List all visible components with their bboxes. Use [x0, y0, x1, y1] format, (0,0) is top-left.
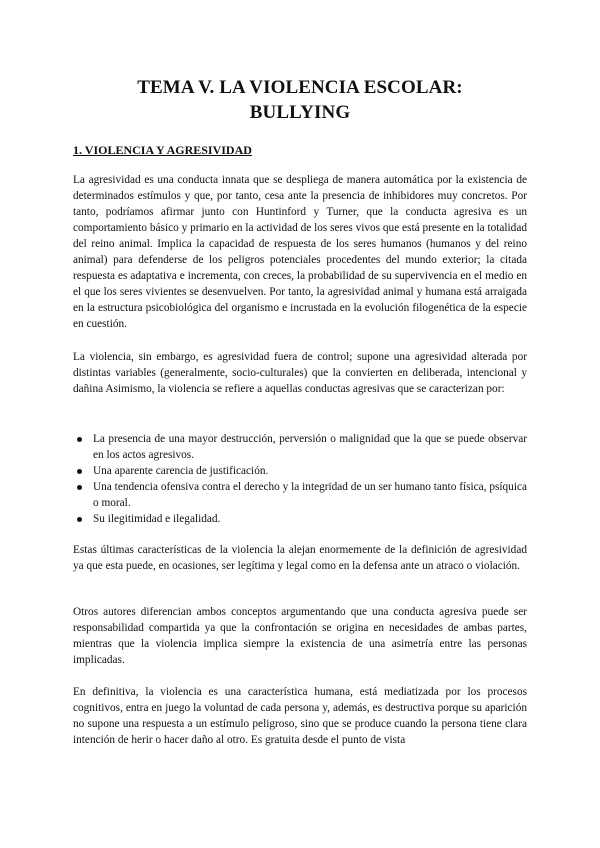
paragraph-caracteristicas: Estas últimas características de la violencia la alejan enormemente de la definición de agresividad ya que esta puede, en ocasiones, ser legítima y legal como en la defensa ante un atraco o violación.: [73, 544, 527, 572]
bullet-icon: [77, 485, 82, 490]
list-item-text: Una tendencia ofensiva contra el derecho y la integridad de un ser humano tanto física, psíquica o moral.: [93, 481, 527, 509]
title-line-2: BULLYING: [249, 102, 351, 123]
list-item: [73, 479, 527, 511]
list-item: [73, 463, 527, 479]
paragraph-otros-autores: Otros autores diferencian ambos conceptos argumentando que una conducta agresiva puede ser responsabilidad compartida ya que la confrontación se origina en necesidades de ambas partes, mientras que la violencia implica siempre la existencia de una asimetría entre las personas implicadas.: [73, 606, 527, 666]
title-line-1: TEMA V. LA VIOLENCIA ESCOLAR:: [137, 77, 463, 98]
paragraph-agresividad: La agresividad es una conducta innata que se despliega de manera automática por la existencia de determinados estímulos y que, por tanto, cesa ante la presencia de inhibidores muy concretos. Por tanto, podríamos afirmar junto con Huntinford y Turner, que la conducta agresiva es un comportamiento básico y primario en la actividad de los seres vivos que está presente en la totalidad del reino animal. Implica la capacidad de respuesta de los seres humanos (humanos y del reino animal) para defenderse de los peligros potenciales procedentes del mundo exterior; la citada respuesta es adaptativa e incrementa, con creces, la probabilidad de su supervivencia en el medio en el que los seres vivientes se desenvuelven. Por tanto, la agresividad animal y humana está arraigada en la estructura psicobiológica del organismo e incrustada en la evolución filogenética de la especie en cuestión.: [73, 174, 527, 330]
list-item: [73, 431, 527, 463]
list-item-text: La presencia de una mayor destrucción, perversión o malignidad que la que se puede observar en los actos agresivos.: [93, 433, 527, 461]
bullet-icon: [77, 517, 82, 522]
list-item-text: Su ilegitimidad e ilegalidad.: [93, 513, 221, 525]
list-item-text: Una aparente carencia de justificación.: [93, 465, 269, 477]
characteristics-list: [73, 431, 527, 527]
document-title: [60, 75, 540, 125]
paragraph-definitiva: En definitiva, la violencia es una característica humana, está mediatizada por los procesos cognitivos, entra en juego la voluntad de cada persona y, además, es destructiva porque su aparición no supone una respuesta a un estímulo peligroso, sino que se produce cuando la persona tiene clara intención de herir o hacer daño al otro. Es gratuita desde el punto de vista: [73, 686, 527, 746]
list-item: [73, 511, 527, 527]
section-heading: 1. VIOLENCIA Y AGRESIVIDAD: [73, 143, 252, 157]
paragraph-violencia: La violencia, sin embargo, es agresividad fuera de control; supone una agresividad alterada por distintas variables (generalmente, socio-culturales) que la convierten en deliberada, intencional y dañina Asimismo, la violencia se refiere a aquellas conductas agresivas que se caracterizan por:: [73, 351, 527, 395]
bullet-icon: [77, 469, 82, 474]
bullet-icon: [77, 437, 82, 442]
